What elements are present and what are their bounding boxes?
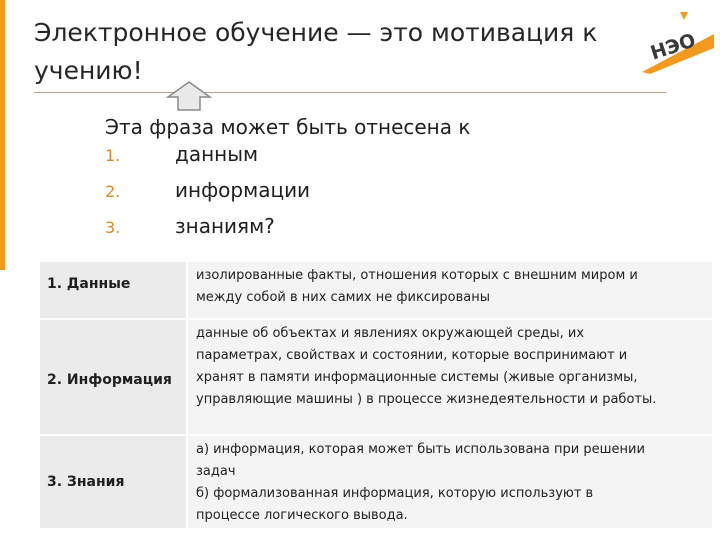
definition-cell <box>188 262 712 318</box>
definition-line: параметрах, свойствах и состоянии, которые воспринимают и <box>196 348 628 363</box>
definition-line: изолированные факты, отношения которых с внешним миром и <box>196 268 638 283</box>
option-item <box>105 214 665 250</box>
neo-logo <box>636 8 716 74</box>
definition-cell <box>188 436 712 528</box>
option-item <box>105 178 665 214</box>
term-label: 2. Информация <box>47 372 172 388</box>
question-block <box>105 112 665 250</box>
table-row <box>40 320 712 434</box>
definitions-table <box>40 262 712 530</box>
option-item <box>105 142 665 178</box>
title-divider <box>34 92 666 93</box>
question-text: Эта фраза может быть отнесена к <box>105 115 471 139</box>
option-label: данным <box>175 142 259 166</box>
logo-text: НЭО <box>647 29 699 65</box>
table-row <box>40 436 712 528</box>
definition-cell <box>188 320 712 434</box>
definition-line: между собой в них самих не фиксированы <box>196 290 490 305</box>
definition-line: а) информация, которая может быть использована при решении <box>196 442 645 457</box>
term-cell <box>40 436 186 528</box>
option-number: 1. <box>105 146 121 165</box>
option-label: знаниям? <box>175 214 275 238</box>
definition-line: б) формализованная информация, которую используют в <box>196 486 594 501</box>
up-arrow-icon <box>166 80 212 112</box>
table-row <box>40 262 712 318</box>
definition-line: хранят в памяти информационные системы (живые организмы, <box>196 370 638 385</box>
option-number: 3. <box>105 218 121 237</box>
title-line-2: учению! <box>34 56 143 85</box>
term-cell <box>40 320 186 434</box>
term-cell <box>40 262 186 318</box>
accent-bar <box>0 0 5 270</box>
term-label: 1. Данные <box>47 276 131 292</box>
option-number: 2. <box>105 182 121 201</box>
definition-line: управляющие машины ) в процессе жизнедеятельности и работы. <box>196 392 657 407</box>
title-line-1: Электронное обучение — это мотивация к <box>34 18 598 47</box>
definition-line: процессе логического вывода. <box>196 508 408 523</box>
definition-line: задач <box>196 464 236 479</box>
definition-line: данные об объектах и явлениях окружающей среды, их <box>196 326 585 341</box>
term-label: 3. Знания <box>47 474 125 490</box>
slide-title <box>34 14 634 90</box>
option-label: информации <box>175 178 311 202</box>
